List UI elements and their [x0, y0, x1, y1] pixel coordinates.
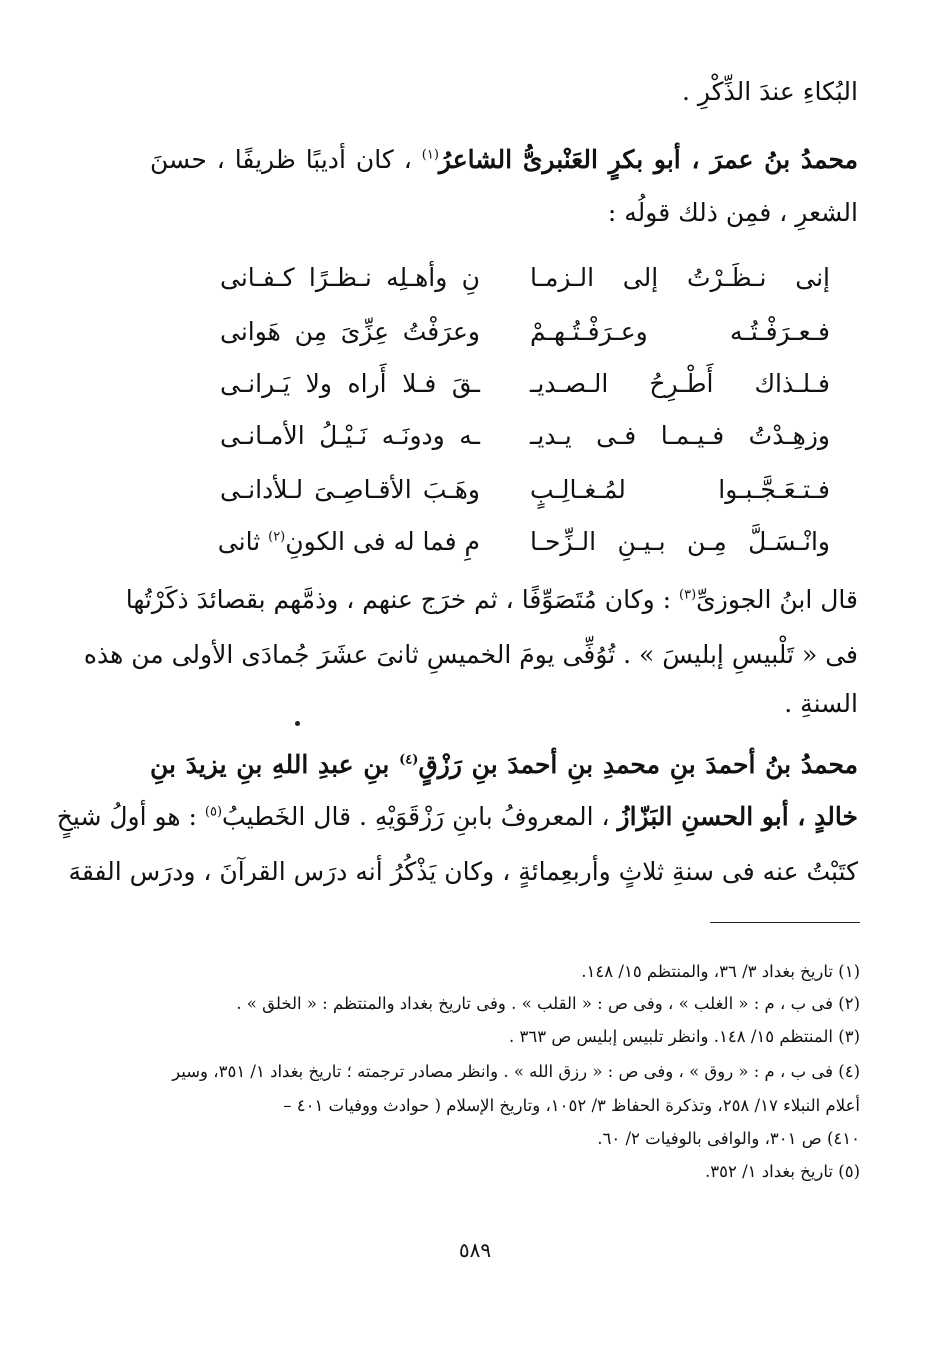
page-number: ٥٨٩	[458, 1238, 492, 1262]
footnote-4-end: ٤١٠) ص ٣٠١، والوافى بالوفيات ٢/ ٦٠.	[597, 1129, 860, 1148]
para2-text-a: قال ابنُ الجوزىِّ	[696, 585, 858, 614]
footnote-1: (١) تاريخ بغداد ٣/ ٣٦، والمنتظم ١٥/ ١٤٨.	[581, 962, 860, 981]
entry1-name: محمدُ بنُ عمرَ ، أبو بكرٍ العَنْبرىُّ الشاعرُ	[438, 145, 858, 174]
entry2-text-b: ، المعروفُ بابنِ رَزْقَوَيْهِ . قال الخَطيبُ	[222, 802, 610, 831]
entry1-heading-line	[150, 140, 858, 180]
poem-hemistich-second-end: ثانى	[217, 527, 261, 556]
para2-text-b: : وكان مُتَصَوِّفًا ، ثم خرَج عنهم ، وذمَّهم بقصائدَ ذكَرْتُها	[125, 585, 672, 614]
footnote-separator	[710, 922, 860, 923]
poem-hemistich-second: نِ وأهـلِه نـظـرًا كـفـانى	[220, 263, 480, 292]
poem-hemistich-first: فـتـعَـجَّـبـوا لمُـغـالِـبٍ	[530, 475, 830, 504]
text-line-opening: البُكاءِ عندَ الذِّكْرِ .	[681, 77, 858, 106]
footnote-4-cont: أعلام النبلاء ١٧/ ٢٥٨، وتذكرة الحفاظ ٣/ ١٠٥٢، وتاريخ الإسلام ( حوادث ووفيات ٤٠١ –	[283, 1096, 860, 1115]
footnote-2: (٢) فى ب ، م : « الغلب » ، وفى ص : « القلب » . وفى تاريخ بغداد والمنتظم : « الخلق » .	[236, 994, 860, 1013]
poem-hemistich-first: إنى نـظَـرْتُ إلى الـزمـا	[530, 263, 830, 292]
poem-hemistich-first: وانْـسَـلَّ مِـن بـيـنِ الـزِّحـا	[530, 527, 830, 556]
footnote-3: (٣) المنتظم ١٥/ ١٤٨. وانظر تلبيس إبليس ص ٣٦٣ .	[508, 1027, 860, 1046]
entry2-line3: كتَبْتُ عنه فى سنةِ ثلاثٍ وأربعِمائةٍ ، وكان يَذْكُرُ أنه درَس القرآنَ ، ودرَس الفقهَ	[68, 857, 858, 886]
para2-line1	[125, 580, 858, 620]
para2-line3: السنةِ .	[784, 689, 858, 718]
poem-hemistich-second: ـقَ فـلا أَراه ولا يَـرانـى	[220, 369, 480, 398]
footnote-ref-5: (٥)	[204, 804, 223, 820]
entry2-name-b: بنِ عبدِ اللهِ بنِ يزيدَ بنِ	[150, 750, 390, 779]
footnote-ref-2: (٢)	[268, 529, 286, 545]
poem-hemistich-second: وهَـبَ الأقـاصِـىَ لـلأدانـى	[220, 475, 480, 504]
poem-hemistich-second: ـه ودونَـه نَـيْـلُ الأمـانـى	[220, 421, 480, 450]
poem-hemistich-second-text: مِ فما له فى الكونِ	[285, 527, 480, 556]
entry1-description: ، كان أديبًا ظريفًا ، حسنَ	[150, 145, 412, 174]
para2-line2: فى « تَلْبيسِ إبليسَ » . تُوُفِّى يومَ الخميسِ ثانىَ عشَرَ جُمادَى الأولى من هذه	[83, 640, 858, 669]
entry2-name-a: محمدُ بنُ أحمدَ بنِ محمدِ بنِ أحمدَ بنِ رَزْقٍ	[418, 750, 858, 779]
poem-hemistich-second: وعرَفْتُ عِزِّىَ مِن هَوانى	[220, 317, 480, 346]
poem-hemistich-first: وزهِـدْتُ فـيـمـا فـى يـديـ	[530, 421, 830, 450]
ink-dot	[295, 721, 300, 726]
entry2-line2	[56, 797, 858, 837]
footnote-ref-3: (٣)	[679, 587, 697, 603]
footnote-ref-1: (١)	[421, 147, 439, 163]
entry1-line2: الشعرِ ، فمِن ذلك قولُه :	[607, 198, 858, 227]
poem-hemistich-second	[217, 522, 480, 562]
footnote-4: (٤) فى ب ، م : « روق » ، وفى ص : « رزق الله » . وانظر مصادر ترجمته ؛ تاريخ بغداد ١/ ٣٥١، وسير	[172, 1062, 860, 1081]
footnote-5: (٥) تاريخ بغداد ١/ ٣٥٢.	[705, 1162, 860, 1181]
footnote-ref-4: (٤)	[399, 752, 419, 768]
poem-hemistich-first: فـعـرَفْـتُـه وعـرَفْـتُـهـمْ	[530, 317, 830, 346]
poem-hemistich-first: فـلـذاك أَطْـرِحُ الـصـديـ	[530, 369, 830, 398]
entry2-heading-line	[150, 745, 858, 785]
entry2-kunya: خالدٍ ، أبو الحسنِ البَزّازُ	[617, 802, 858, 831]
entry2-text-c: : هو أولُ شيخٍ	[56, 802, 197, 831]
